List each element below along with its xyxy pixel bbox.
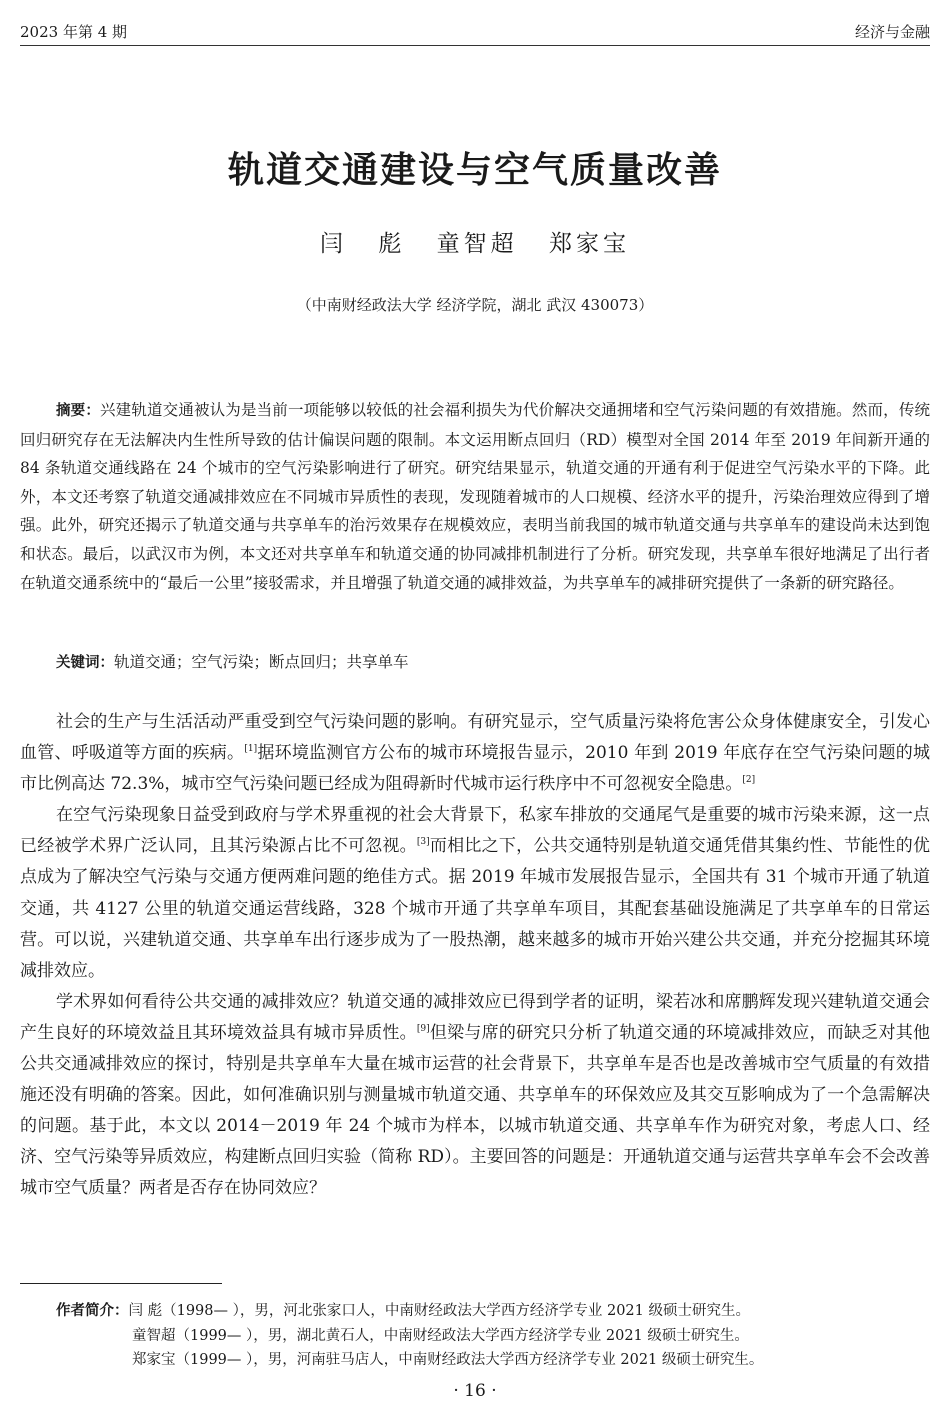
keywords: [56, 648, 930, 677]
running-head: [20, 20, 930, 42]
citation: [3]: [416, 837, 430, 848]
author-list: 闫 彪 童智超 郑家宝: [320, 231, 630, 257]
citation: [2]: [742, 775, 756, 786]
paragraph-text: 社会的生产与生活活动严重受到空气污染问题的影响。有研究显示，空气质量污染将危害公众身体健康安全，引发心血管、呼吸道等方面的疾病。: [20, 712, 930, 764]
paper-title: 轨道交通建设与空气质量改善: [227, 149, 722, 191]
footnote-divider: [20, 1283, 222, 1284]
paragraph-1: [20, 707, 930, 800]
author-bio: [56, 1299, 930, 1373]
abstract: [20, 396, 930, 597]
paragraph-2: [20, 800, 930, 987]
abstract-text: 兴建轨道交通被认为是当前一项能够以较低的社会福利损失为代价解决交通拥堵和空气污染问题的有效措施。然而，传统回归研究存在无法解决内生性所导致的估计偏误问题的限制。本文运用断点回归（RD）模型对全国 2014 年至 2019 年间新开通的 84 条轨道交通线路在 24 个城市的空气污染影响进行了研究。研究结果显示，轨道交通的开通有利于促进空气污染水平的下降。此外，本文还考察了轨道交通减排效应在不同城市异质性的表现，发现随着城市的人口规模、经济水平的提升，污染治理效应得到了增强。此外，研究还揭示了轨道交通与共享单车的治污效果存在规模效应，表明当前我国的城市轨道交通与共享单车的建设尚未达到饱和状态。最后，以武汉市为例，本文还对共享单车和轨道交通的协同减排机制进行了分析。研究发现，共享单车很好地满足了出行者在轨道交通系统中的“最后一公里”接驳需求，并且增强了轨道交通的减排效益，为共享单车的减排研究提供了一条新的研究路径。: [20, 401, 930, 592]
citation: [1]: [244, 744, 258, 755]
author-bio-label: 作者简介：: [56, 1303, 129, 1319]
paragraph-text: 在空气污染现象日益受到政府与学术界重视的社会大背景下，私家车排放的交通尾气是重要的城市污染来源，这一点已经被学术界广泛认同，且其污染源占比不可忽视。: [20, 805, 930, 857]
paragraph-text: 据环境监测官方公布的城市环境报告显示，2010 年到 2019 年底存在空气污染问题的城市比例高达 72.3%，城市空气污染问题已经成为阻碍新时代城市运行秩序中不可忽视安全隐患。: [20, 743, 930, 795]
header-divider: [20, 45, 930, 46]
author-bio-line: 郑家宝（1999— ），男，河南驻马店人，中南财经政法大学西方经济学专业 2021 级硕士研究生。: [132, 1352, 764, 1368]
author-bio-line: 童智超（1999— ），男，湖北黄石人，中南财经政法大学西方经济学专业 2021 级硕士研究生。: [132, 1327, 749, 1344]
paragraph-text: 而相比之下，公共交通特别是轨道交通凭借其集约性、节能性的优点成为了解决空气污染与交通方便两难问题的绝佳方式。据 2019 年城市发展报告显示，全国共有 31 个城市开通了轨道交通，共 4127 公里的轨道交通运营线路，328 个城市开通了共享单车项目，其配套基础设施满足了共享单车的日常运营。可以说，兴建轨道交通、共享单车出行逐步成为了一股热潮，越来越多的城市开始兴建公共交通，并充分挖掘其环境减排效应。: [20, 836, 931, 981]
author-bio-line: [56, 1299, 930, 1324]
body-text: [20, 707, 930, 1205]
issue-label: 2023 年第 4 期: [20, 22, 128, 41]
keywords-label: 关键词：: [56, 655, 114, 671]
page-number: · 16 ·: [453, 1381, 497, 1401]
citation: [9]: [416, 1023, 430, 1034]
paragraph-3: [20, 987, 930, 1205]
abstract-label: 摘要：: [56, 403, 100, 419]
journal-name: 经济与金融: [854, 22, 930, 41]
keywords-text: 轨道交通；空气污染；断点回归；共享单车: [114, 653, 409, 671]
paragraph-text: 但梁与席的研究只分析了轨道交通的环境减排效应，而缺乏对其他公共交通减排效应的探讨，特别是共享单车大量在城市运营的社会背景下，共享单车是否也是改善城市空气质量的有效措施还没有明确的答案。因此，如何准确识别与测量城市轨道交通、共享单车的环保效应及其交互影响成为了一个急需解决的问题。基于此，本文以 2014－2019 年 24 个城市为样本，以城市轨道交通、共享单车作为研究对象，考虑人口、经济、空气污染等异质效应，构建断点回归实验（简称 RD）。主要回答的问题是：开通轨道交通与运营共享单车会不会改善城市空气质量？两者是否存在协同效应？: [20, 1022, 931, 1199]
paragraph-text: 学术界如何看待公共交通的减排效应？轨道交通的减排效应已得到学者的证明，梁若冰和席鹏辉发现兴建轨道交通会产生良好的环境效益且其环境效益具有城市异质性。: [20, 991, 930, 1043]
affiliation: （中南财经政法大学 经济学院，湖北 武汉 430073）: [296, 296, 654, 314]
bio-text: 闫 彪（1998— ），男，河北张家口人，中南财经政法大学西方经济学专业 2021 级硕士研究生。: [128, 1303, 750, 1319]
